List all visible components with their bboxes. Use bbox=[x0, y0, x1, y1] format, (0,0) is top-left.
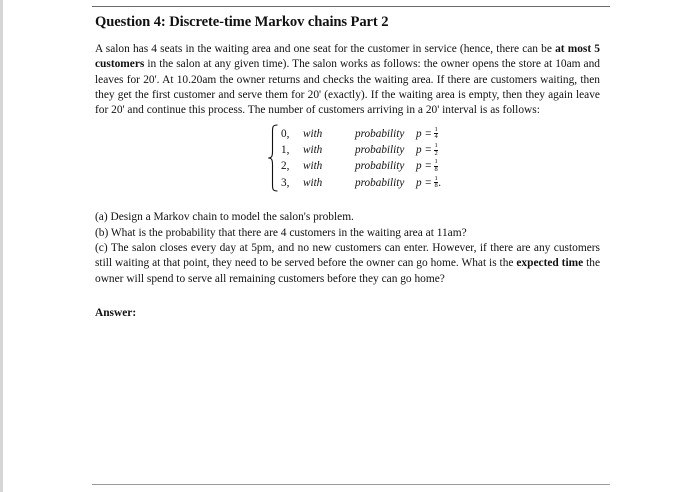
problem-text-1: A salon has 4 seats in the waiting area and one seat for the customer in service (hence, there can be bbox=[95, 43, 556, 55]
part-b: (b) What is the probability that there are 4 customers in the waiting area at 11am? bbox=[95, 226, 467, 239]
bottom-rule bbox=[92, 484, 610, 485]
case-with: with bbox=[303, 144, 323, 157]
fraction-denominator: 4 bbox=[434, 133, 438, 141]
left-page-edge bbox=[0, 0, 3, 492]
case-fraction bbox=[434, 127, 438, 141]
part-c-text-2: the owner will spend to serve all remaining customers before they can go home? bbox=[95, 257, 600, 285]
case-p: p = bbox=[416, 160, 432, 173]
fraction-denominator: 2 bbox=[434, 149, 438, 157]
fraction-denominator: 8 bbox=[434, 165, 438, 173]
arrival-cases bbox=[281, 125, 441, 191]
case-count: 1, bbox=[281, 144, 290, 157]
part-c bbox=[95, 241, 600, 287]
arrival-case bbox=[281, 125, 441, 141]
case-probability: probability bbox=[355, 144, 405, 157]
top-rule bbox=[92, 6, 610, 7]
fraction-numerator: 1 bbox=[434, 174, 438, 182]
case-probability: probability bbox=[355, 127, 405, 140]
arrival-case bbox=[281, 142, 441, 158]
case-with: with bbox=[303, 127, 323, 140]
case-fraction bbox=[434, 159, 438, 173]
part-c-text-1: (c) The salon closes every day at 5pm, and no new customers can enter. However, if there are any customers still waiting at that point, they need to be served before the owner can go home. What is the bbox=[95, 242, 600, 270]
part-a: (a) Design a Markov chain to model the salon's problem. bbox=[95, 211, 354, 224]
arrival-case bbox=[281, 158, 441, 174]
sub-questions bbox=[95, 210, 600, 286]
problem-statement bbox=[95, 42, 600, 118]
question-title: Question 4: Discrete-time Markov chains Part 2 bbox=[95, 14, 389, 30]
fraction-numerator: 1 bbox=[434, 158, 438, 166]
case-with: with bbox=[303, 176, 323, 189]
case-count: 0, bbox=[281, 127, 290, 140]
case-count: 2, bbox=[281, 160, 290, 173]
case-probability: probability bbox=[355, 160, 405, 173]
case-p: p = bbox=[416, 176, 432, 189]
case-count: 3, bbox=[281, 176, 290, 189]
case-p: p = bbox=[416, 144, 432, 157]
case-probability: probability bbox=[355, 176, 405, 189]
problem-bold-text: at most 5 customers bbox=[95, 43, 600, 71]
case-with: with bbox=[303, 160, 323, 173]
fraction-numerator: 1 bbox=[434, 142, 438, 150]
part-c-bold-text: expected time bbox=[516, 257, 584, 270]
left-brace-icon bbox=[267, 124, 279, 192]
problem-text-2: in the salon at any given time). The salon works as follows: the owner opens the store at 10am and leaves for 20'. At 10.20am the owner returns and checks the waiting area. If there are customers waiting, then they get the first customer and serve them for 20' (exactly). If the waiting area is empty, then they again leave for 20' and continue this process. The number of customers arriving in a 20' interval is as follows: bbox=[95, 58, 600, 117]
case-end: . bbox=[438, 176, 441, 189]
answer-label: Answer: bbox=[95, 306, 137, 319]
arrival-case bbox=[281, 175, 441, 191]
fraction-numerator: 1 bbox=[434, 125, 438, 133]
fraction-denominator: 8 bbox=[434, 182, 438, 190]
question-block bbox=[95, 12, 600, 319]
case-fraction bbox=[434, 143, 438, 157]
case-p: p = bbox=[416, 127, 432, 140]
arrival-distribution bbox=[267, 124, 600, 194]
